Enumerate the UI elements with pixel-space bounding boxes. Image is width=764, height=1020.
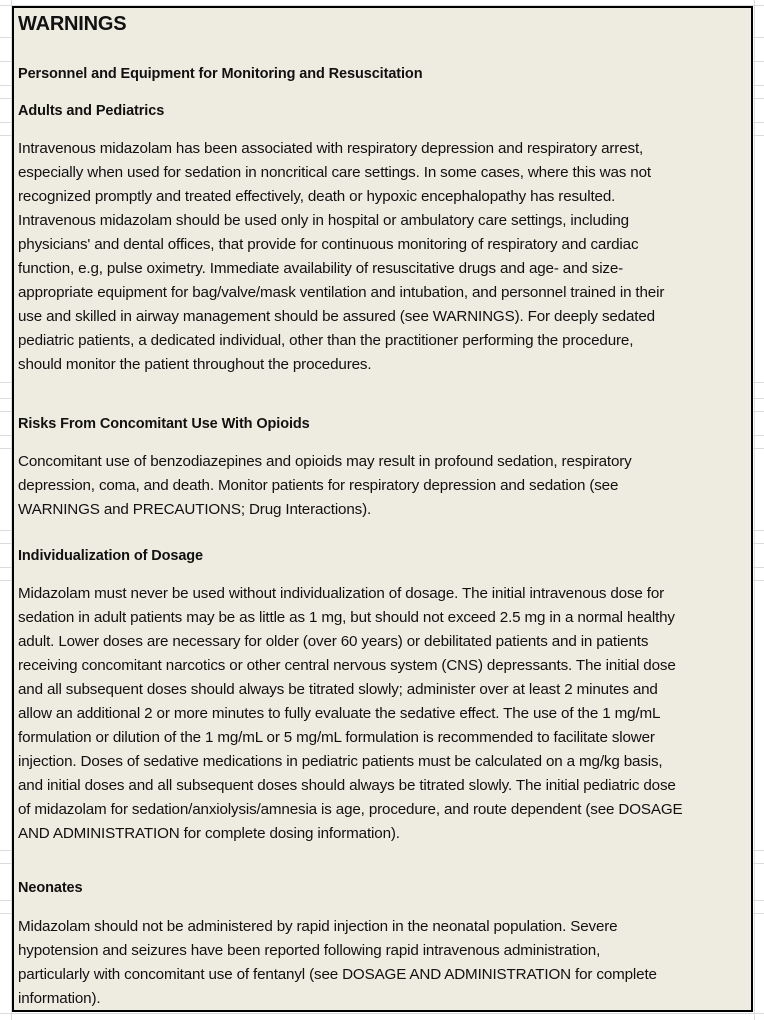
text-line: use and skilled in airway management should be assured (see WARNINGS). For deeply sedated	[18, 308, 655, 325]
text-line: of midazolam for sedation/anxiolysis/amnesia is age, procedure, and route dependent (see DOSAGE	[18, 801, 683, 818]
text-line: allow an additional 2 or more minutes to fully evaluate the sedative effect. The use of the 1 mg/mL	[18, 705, 661, 722]
text-line: receiving concomitant narcotics or other central nervous system (CNS) depressants. The initial dose	[18, 657, 676, 674]
text-line: pediatric patients, a dedicated individual, other than the practitioner performing the procedure,	[18, 332, 634, 349]
column-gridline	[754, 0, 755, 1020]
text-line: Concomitant use of benzodiazepines and opioids may result in profound sedation, respiratory	[18, 453, 632, 470]
text-line: adult. Lower doses are necessary for older (over 60 years) or debilitated patients and in patients	[18, 633, 649, 650]
section-title: WARNINGS	[18, 13, 127, 35]
warnings-cell[interactable]	[12, 6, 753, 1012]
heading-neonates: Neonates	[18, 880, 83, 896]
row-gridline	[0, 1013, 764, 1014]
paragraph-adults-pediatrics	[18, 137, 750, 377]
text-line: recognized promptly and treated effectively, death or hypoxic encephalopathy has resulted.	[18, 188, 616, 205]
text-line: depression, coma, and death. Monitor patients for respiratory depression and sedation (see	[18, 477, 619, 494]
text-line: Intravenous midazolam has been associated with respiratory depression and respiratory arrest,	[18, 140, 644, 157]
paragraph-individualization-dosage	[18, 582, 750, 846]
text-line: function, e.g, pulse oximetry. Immediate availability of resuscitative drugs and age- and size-	[18, 260, 624, 277]
text-line: appropriate equipment for bag/valve/mask ventilation and intubation, and personnel trained in their	[18, 284, 665, 301]
text-line: should monitor the patient throughout the procedures.	[18, 356, 372, 373]
text-line: sedation in adult patients may be as little as 1 mg, but should not exceed 2.5 mg in a normal healthy	[18, 609, 675, 626]
text-line: particularly with concomitant use of fentanyl (see DOSAGE AND ADMINISTRATION for complete	[18, 966, 657, 983]
paragraph-neonates	[18, 915, 750, 1011]
text-line: information).	[18, 990, 101, 1007]
text-line: AND ADMINISTRATION for complete dosing information).	[18, 825, 400, 842]
text-line: and initial doses and all subsequent doses should always be titrated slowly. The initial pediatric dose	[18, 777, 676, 794]
text-line: physicians' and dental offices, that provide for continuous monitoring of respiratory and cardiac	[18, 236, 639, 253]
text-line: and all subsequent doses should always be titrated slowly; administer over at least 2 minutes and	[18, 681, 658, 698]
heading-adults-pediatrics: Adults and Pediatrics	[18, 103, 165, 119]
paragraph-risks-opioids	[18, 450, 750, 522]
text-line: Midazolam must never be used without individualization of dosage. The initial intravenous dose for	[18, 585, 665, 602]
text-line: especially when used for sedation in noncritical care settings. In some cases, where this was not	[18, 164, 651, 181]
heading-risks-opioids: Risks From Concomitant Use With Opioids	[18, 416, 310, 432]
text-line: WARNINGS and PRECAUTIONS; Drug Interactions).	[18, 501, 372, 518]
heading-individualization-dosage: Individualization of Dosage	[18, 548, 204, 564]
text-line: Intravenous midazolam should be used only in hospital or ambulatory care settings, including	[18, 212, 629, 229]
text-line: formulation or dilution of the 1 mg/mL or 5 mg/mL formulation is recommended to facilitate slower	[18, 729, 655, 746]
text-line: Midazolam should not be administered by rapid injection in the neonatal population. Severe	[18, 918, 618, 935]
text-line: injection. Doses of sedative medications in pediatric patients must be calculated on a mg/kg basis,	[18, 753, 663, 770]
text-line: hypotension and seizures have been reported following rapid intravenous administration,	[18, 942, 601, 959]
heading-personnel-equipment: Personnel and Equipment for Monitoring and Resuscitation	[18, 66, 423, 82]
